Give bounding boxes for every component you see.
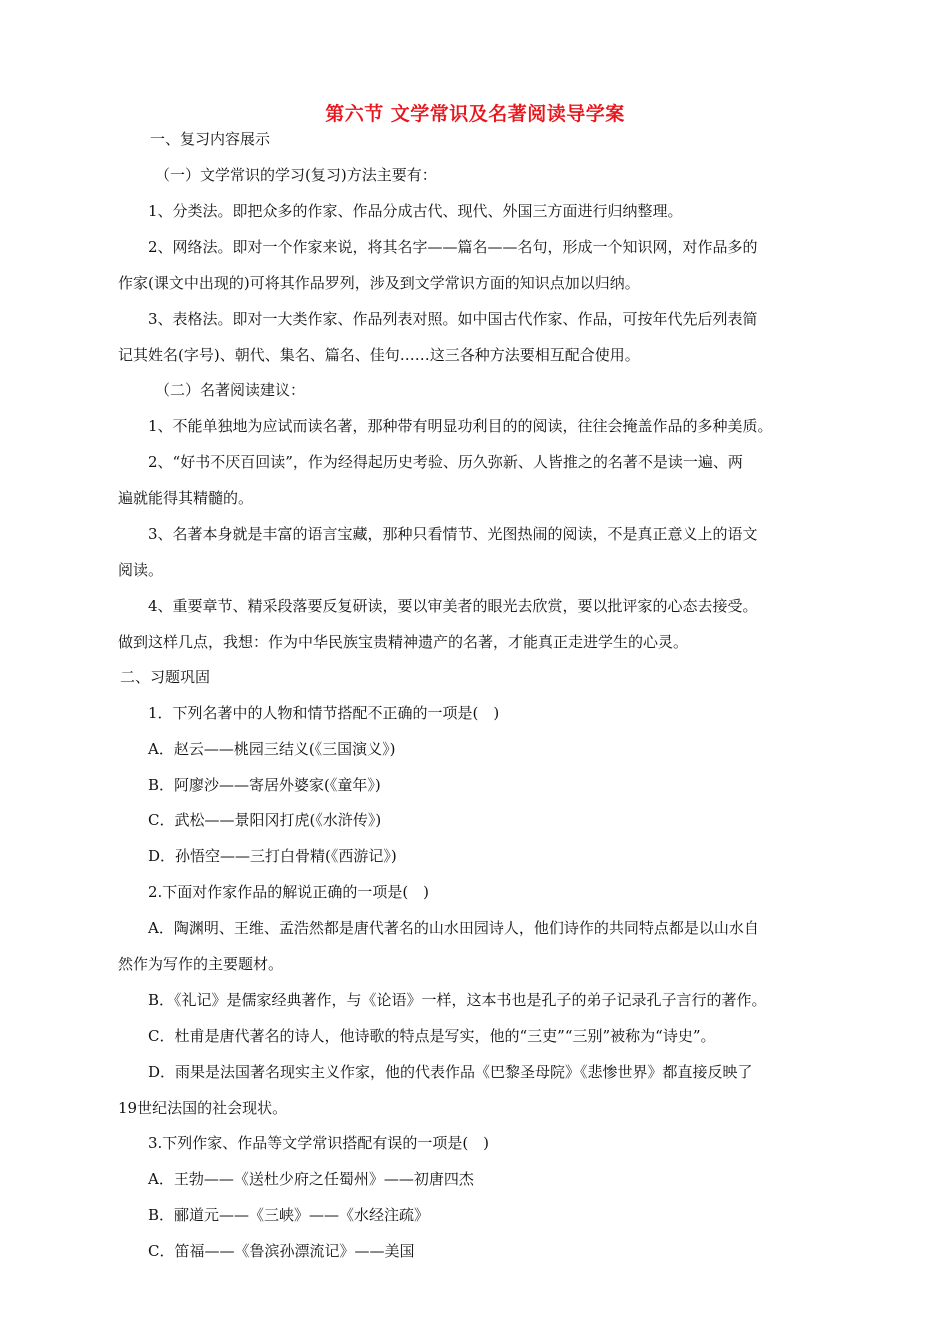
paragraph-line: 遍就能得其精髓的。: [118, 489, 254, 507]
option-line: A．王勃——《送杜少府之任蜀州》——初唐四杰: [148, 1170, 474, 1188]
option-line: C．杜甫是唐代著名的诗人，他诗歌的特点是写实，他的“三吏”“三别”被称为“诗史”。: [148, 1027, 716, 1045]
section-heading-review: 一、复习内容展示: [150, 130, 271, 148]
option-line: C．武松——景阳冈打虎(《水浒传》): [148, 811, 382, 829]
option-line: C．笛福——《鲁滨孙漂流记》——美国: [148, 1242, 415, 1260]
option-line: B．郦道元——《三峡》——《水经注疏》: [148, 1206, 430, 1224]
question-line: 1．下列名著中的人物和情节搭配不正确的一项是( ): [148, 704, 500, 722]
paragraph-line: 1、分类法。即把众多的作家、作品分成古代、现代、外国三方面进行归纳整理。: [148, 202, 683, 220]
question-line: 3.下列作家、作品等文学常识搭配有误的一项是( ): [148, 1134, 490, 1152]
option-line: A．陶渊明、王维、孟浩然都是唐代著名的山水田园诗人，他们诗作的共同特点都是以山水自: [148, 919, 759, 937]
subsection-heading-methods: （一）文学常识的学习(复习)方法主要有：: [155, 166, 437, 184]
paragraph-line: 阅读。: [118, 561, 164, 579]
paragraph-line: 2、网络法。即对一个作家来说，将其名字——篇名——名句，形成一个知识网，对作品多的: [148, 238, 758, 256]
option-line: B．《礼记》是儒家经典著作，与《论语》一样，这本书也是孔子的弟子记录孔子言行的著作。: [148, 991, 767, 1009]
paragraph-line: 作家(课文中出现的)可将其作品罗列，涉及到文学常识方面的知识点加以归纳。: [118, 274, 640, 292]
paragraph-line: 4、重要章节、精采段落要反复研读，要以审美者的眼光去欣赏，要以批评家的心态去接受。: [148, 597, 758, 615]
subsection-heading-reading: （二）名著阅读建议：: [155, 381, 306, 399]
option-line: A．赵云——桃园三结义(《三国演义》): [148, 740, 396, 758]
paragraph-line: 3、表格法。即对一大类作家、作品列表对照。如中国古代作家、作品，可按年代先后列表简: [148, 310, 758, 328]
option-line: 然作为写作的主要题材。: [118, 955, 284, 973]
option-line: D．雨果是法国著名现实主义作家，他的代表作品《巴黎圣母院》《悲惨世界》都直接反映了: [148, 1063, 753, 1081]
paragraph-line: 1、不能单独地为应试而读名著，那种带有明显功利目的的阅读，往往会掩盖作品的多种美质。: [148, 417, 773, 435]
section-heading-exercises: 二、习题巩固: [120, 668, 211, 686]
paragraph-line: 2、“好书不厌百回读”，作为经得起历史考验、历久弥新、人皆推之的名著不是读一遍、两: [148, 453, 743, 471]
paragraph-line: 记其姓名(字号)、朝代、集名、篇名、佳句……这三各种方法要相互配合使用。: [118, 346, 640, 364]
document-title: 第六节 文学常识及名著阅读导学案: [325, 103, 625, 125]
option-line: D．孙悟空——三打白骨精(《西游记》): [148, 847, 397, 865]
option-line: B．阿廖沙——寄居外婆家(《童年》): [148, 776, 381, 794]
paragraph-line: 做到这样几点，我想：作为中华民族宝贵精神遗产的名著，才能真正走进学生的心灵。: [118, 633, 689, 651]
option-line: 19世纪法国的社会现状。: [118, 1099, 288, 1117]
paragraph-line: 3、名著本身就是丰富的语言宝藏，那种只看情节、光图热闹的阅读，不是真正意义上的语文: [148, 525, 758, 543]
question-line: 2.下面对作家作品的解说正确的一项是( ): [148, 883, 430, 901]
